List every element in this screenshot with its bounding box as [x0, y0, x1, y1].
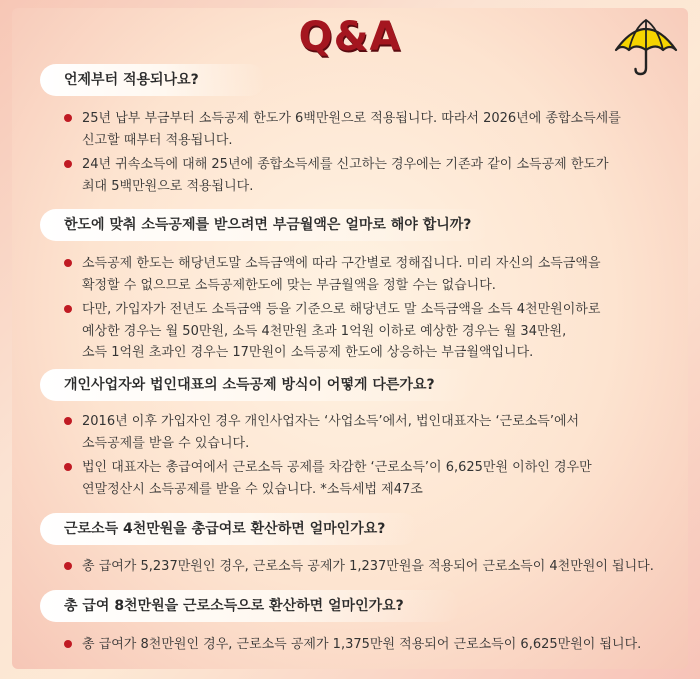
- answer-list: [62, 108, 682, 200]
- answer-item: 총 급여가 8천만원인 경우, 근로소득 공제가 1,375만원 적용되어 근로소득이 6,625만원이 됩니다.: [62, 634, 692, 656]
- question-heading: 한도에 맞춰 소득공제를 받으려면 부금월액은 얼마로 해야 합니까?: [40, 209, 490, 241]
- question-heading: 총 급여 8천만원을 근로소득으로 환산하면 얼마인가요?: [40, 590, 460, 622]
- answer-item: 소득공제 한도는 해당년도말 소득금액에 따라 구간별로 정해집니다. 미리 자신의 소득금액을 확정할 수 없으므로 소득공제한도에 맞는 부금월액을 정할 수는 없습니다.: [62, 253, 682, 296]
- answer-item: 법인 대표자는 총급여에서 근로소득 공제를 차감한 ‘근로소득’이 6,625만원 이하인 경우만 연말정산시 소득공제를 받을 수 있습니다. *소득세법 제47조: [62, 457, 682, 500]
- answer-list: [62, 253, 682, 367]
- question-heading: 근로소득 4천만원을 총급여로 환산하면 얼마인가요?: [40, 513, 418, 545]
- page-title: Q&A: [298, 14, 402, 60]
- question-heading: 개인사업자와 법인대표의 소득공제 방식이 어떻게 다른가요?: [40, 369, 470, 401]
- answer-list: [62, 634, 692, 659]
- umbrella-icon: [612, 14, 680, 78]
- answer-item: 다만, 가입자가 전년도 소득금액 등을 기준으로 해당년도 말 소득금액을 소득 4천만원이하로 예상한 경우는 월 50만원, 소득 4천만원 초과 1억원 이하로 예상한 경우는 월 34만원, 소득 1억원 초과인 경우는 17만원이 소득공제 한도에 상응하는 부금월액입니다.: [62, 299, 682, 364]
- answer-list: [62, 556, 692, 581]
- answer-item: 24년 귀속소득에 대해 25년에 종합소득세를 신고하는 경우에는 기존과 같이 소득공제 한도가 최대 5백만원으로 적용됩니다.: [62, 154, 682, 197]
- answer-item: 25년 납부 부금부터 소득공제 한도가 6백만원으로 적용됩니다. 따라서 2026년에 종합소득세를 신고할 때부터 적용됩니다.: [62, 108, 682, 151]
- question-heading: 언제부터 적용되나요?: [40, 64, 265, 96]
- answer-item: 총 급여가 5,237만원인 경우, 근로소득 공제가 1,237만원을 적용되어 근로소득이 4천만원이 됩니다.: [62, 556, 692, 578]
- answer-list: [62, 411, 682, 503]
- answer-item: 2016년 이후 가입자인 경우 개인사업자는 ‘사업소득’에서, 법인대표자는 ‘근로소득’에서 소득공제를 받을 수 있습니다.: [62, 411, 682, 454]
